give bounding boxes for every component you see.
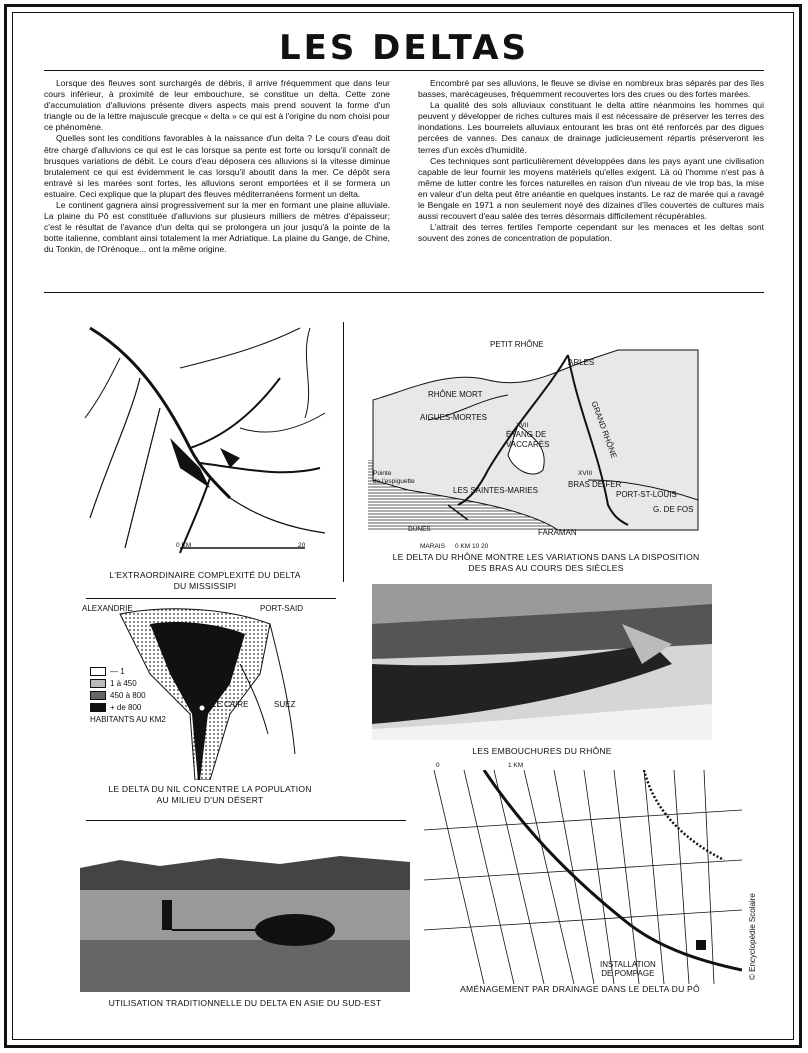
po-scale-start: 0 [436,762,440,769]
label-rhone-mort: RHÔNE MORT [428,390,483,399]
label-pump [600,960,656,978]
label-roman-17: XVII [516,422,529,429]
paragraph: L'attrait des terres fertiles l'emporte cependant sur les menaces et les deltas sont souvent des zones de concentration de population. [418,222,764,244]
title-rule [44,70,764,71]
label-pointe: Pointe [373,470,392,477]
label-line: INSTALLATION [600,960,656,969]
scale-end: 20 [298,542,306,549]
po-drainage-map [424,770,742,984]
section-rule [44,292,764,293]
column-divider [343,322,344,582]
po-caption: AMÉNAGEMENT PAR DRAINAGE DANS LE DELTA DU PÔ [460,984,700,994]
label-golfe-fos: G. DE FOS [653,505,694,514]
legend-label: — 1 [110,667,125,676]
scale-start: 0 KM [176,542,192,549]
legend-label: 450 à 800 [110,691,146,700]
rhone-caption [360,552,732,574]
label-port-said: PORT-SAID [260,604,303,613]
label-suez: SUEZ [274,700,296,709]
label-petit-rhone: PETIT RHÔNE [490,340,544,349]
label-aigues-mortes: AIGUES-MORTES [420,413,487,422]
label-arles: ARLES [568,358,595,367]
page-title: LES DELTAS [278,28,530,68]
left-text-column [44,78,390,256]
label-roman-18: XVIII [578,470,593,477]
legend-item [90,678,166,690]
legend-dunes: DUNES [408,526,431,533]
legend-label: 1 à 450 [110,679,137,688]
legend-item [90,702,166,714]
paragraph: La qualité des sols alluviaux constituant le delta attire néanmoins les hommes qui peuvent y développer de riches cultures mais il est nécessaire de préserver les terres des inondations. Les bourrelets alluviaux entourant les bras ont été renforcés par des digues percées de vannes. Des canaux de drainage judicieusement répartis préserveront les terres d'un excès d'humidité. [418,100,764,155]
paragraph: Lorsque des fleuves sont surchargés de débris, il arrive fréquemment que dans leur cours inférieur, à proximité de leur embouchure, se constitue un delta. Cette zone d'accumulation d'alluvions présente divers aspects mais prend souvent la forme d'un triangle ou de la lettre majuscule grecque « delta » ce qui est à l'origine du nom choisi pour ce phénomène. [44,78,390,133]
section-rule [86,820,406,821]
mississippi-caption [80,570,330,592]
paragraph: Quelles sont les conditions favorables à la naissance d'un delta ? Le cours d'eau doit être chargé d'alluvions ce qui est le cas lorsque sa pente est forte ou lorsqu'il connaît de brusques variations de débit. Le cours d'eau déposera ces alluvions si la vitesse diminue brutalement ce qui est évidemment le cas lorsqu'il aboutit dans la mer. Ce dépôt sera entravé si les marées sont fortes, les alluvions seront emportées et il se formera un estuaire. Ceci explique que la plupart des fleuves méditerranéens forment un delta. [44,133,390,199]
legend-title: HABITANTS AU KM2 [90,715,166,724]
legend-marais: MARAIS [420,543,445,550]
mississippi-map [80,318,330,558]
legend-label: + de 800 [110,703,142,712]
caption-line: L'EXTRAORDINAIRE COMPLEXITÉ DU DELTA [109,570,301,580]
caption-line: LE DELTA DU NIL CONCENTRE LA POPULATION [108,784,312,794]
label-etang: ÉTANG DE [506,430,547,439]
nile-legend [90,666,166,726]
asia-caption: UTILISATION TRADITIONNELLE DU DELTA EN ASIE DU SUD-EST [108,998,382,1008]
rhone-map [368,330,708,540]
caption-line: AU MILIEU D'UN DÉSERT [156,795,264,805]
caption-line: DU MISSISSIPI [173,581,237,591]
right-text-column [418,78,764,244]
label-bras-de-fer: BRAS DE FER [568,480,622,489]
asia-paddy-image [80,830,410,992]
paragraph: Encombré par ses alluvions, le fleuve se divise en nombreux bras séparés par des îles basses, marécageuses, fréquemment recouvertes lors des crues ou des fortes marées. [418,78,764,100]
po-scale-end: 1 KM [508,762,524,769]
paragraph: Le continent gagnera ainsi progressivement sur la mer en formant une plaine alluviale. La plaine du Pô est constituée d'alluvions sur plusieurs milliers de mètres d'épaisseur; c'est le résultat de l'avance d'un delta qui se prolongera un jour jusqu'à la pointe de la botte italienne, comblant ainsi totalement la mer Adriatique. La plaine du Gange, de Chine, du Tonkin, de l'Orénoque... ont la même origine. [44,200,390,255]
rhone-mouths-image [372,584,712,740]
rhone-mouths-caption: LES EMBOUCHURES DU RHÔNE [472,746,612,756]
label-line: DE POMPAGE [601,969,655,978]
copyright: © Encyclopédie Scolaire [748,893,757,980]
nile-map [80,604,340,780]
label-le-caire: LE CAIRE [212,700,249,709]
paragraph: Ces techniques sont particulièrement développées dans les pays ayant une civilisation capable de leur fournir les moyens matériels qu'elles exigent. Là où l'homme n'est pas à même de lutter contre les forces naturelles en raison d'un niveau de vie trop bas, la mise en valeur d'un delta peut être anéantie en quelques instants. Le raz de marée qui a ravagé le Bengale en 1971 a non seulement noyé des dizaines d'îles couvertes de cultures mais aussi recouvert d'eau salée des terres désormais difficilement récupérables. [418,155,764,222]
label-alexandrie: ALEXANDRIE [82,604,133,613]
caption-line: DES BRAS AU COURS DES SIÈCLES [468,563,624,573]
section-rule [86,598,336,599]
label-grand-rhone: GRAND RHÔNE [589,400,619,460]
legend-item [90,666,166,678]
label-saintes-maries: LES SAINTES-MARIES [453,486,538,495]
label-espiguette: de l'espiguette [373,478,415,485]
nile-caption [90,784,330,806]
label-faraman: FARAMAN [538,528,577,537]
label-vaccares: VACCARÈS [506,440,550,449]
caption-line: LE DELTA DU RHÔNE MONTRE LES VARIATIONS DANS LA DISPOSITION [392,552,700,562]
legend-item [90,690,166,702]
rhone-scale: 0 KM 10 20 [455,543,489,550]
label-port-st-louis: PORT-ST-LOUIS [616,490,677,499]
